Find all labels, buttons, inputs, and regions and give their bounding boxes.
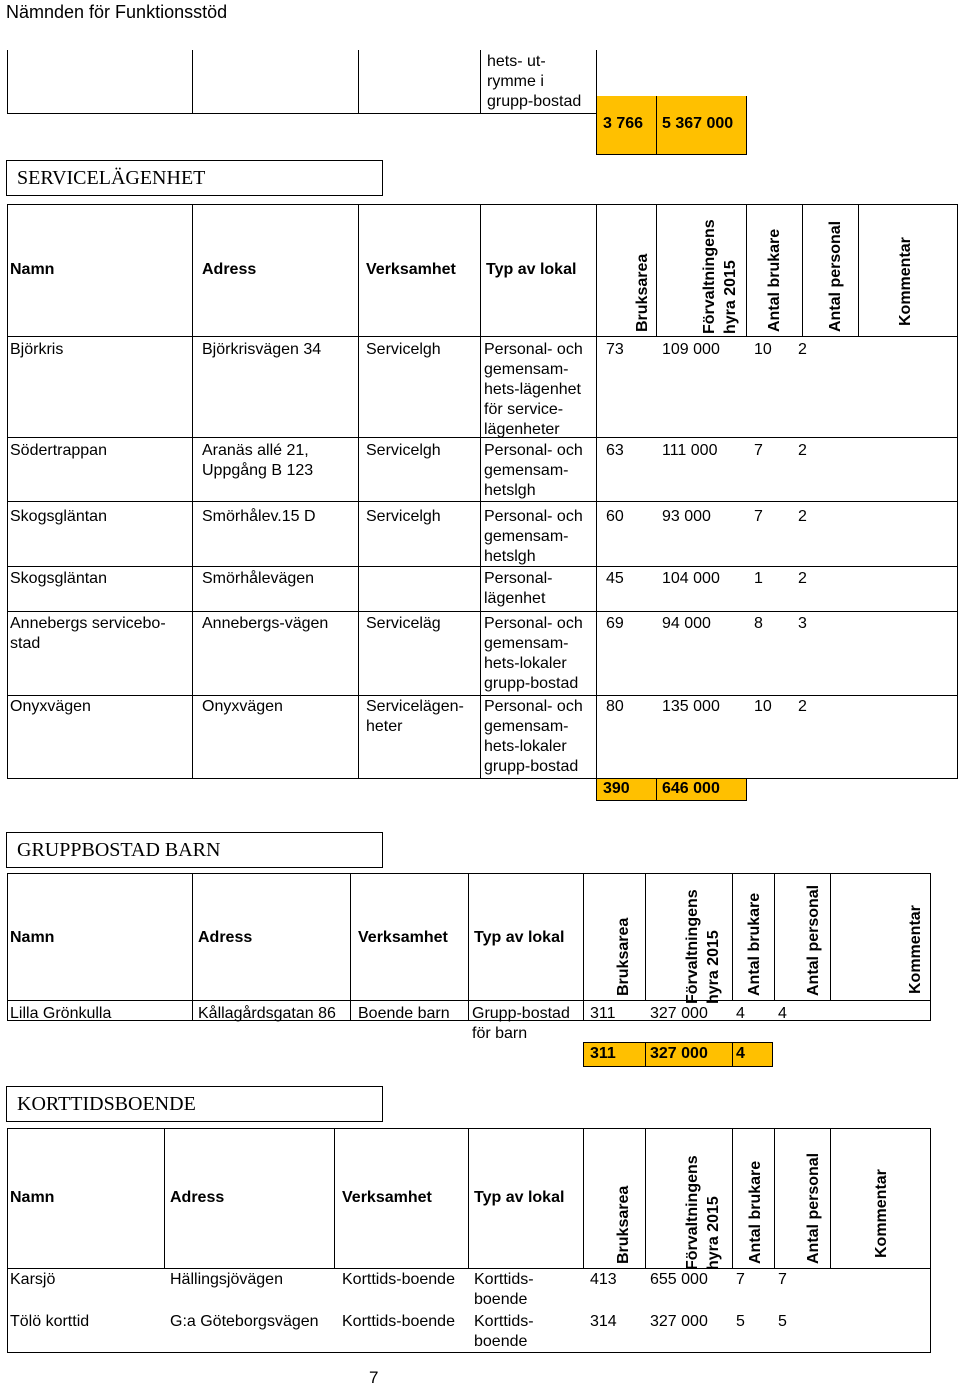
cell-adress: Björkrisvägen 34: [202, 341, 322, 358]
cell-verksamhet: Korttids-boende: [342, 1271, 455, 1288]
cell-namn: Karsjö: [10, 1271, 56, 1288]
cell-typ: för service-: [484, 401, 564, 418]
cell-brukare: 8: [754, 615, 763, 632]
header-hyra-2015: hyra 2015: [722, 260, 739, 334]
cell-verksamhet: Korttids-boende: [342, 1313, 455, 1330]
cell-typ: grupp-bostad: [484, 675, 579, 692]
total-bruksarea: 390: [603, 780, 630, 797]
page-number: 7: [369, 1368, 379, 1387]
cell-brukare: 5: [736, 1313, 745, 1330]
cell-namn: Södertrappan: [10, 442, 107, 459]
cell-brukare: 10: [754, 698, 772, 715]
header-bruksarea: Bruksarea: [615, 1185, 632, 1264]
cell-typ: hets-lägenhet: [484, 381, 581, 398]
type-line: grupp-bostad: [487, 93, 582, 110]
header-kommentar: Kommentar: [873, 1169, 890, 1258]
cell-typ: Personal-: [484, 570, 553, 587]
header-kommentar: Kommentar: [907, 905, 924, 994]
cell-hyra: 93 000: [662, 508, 711, 525]
cell-bruksarea: 80: [606, 698, 624, 715]
cell-bruksarea: 311: [590, 1005, 616, 1022]
header-antal-personal: Antal personal: [805, 884, 822, 996]
header-verksamhet: Verksamhet: [358, 929, 448, 946]
header-adress: Adress: [202, 261, 257, 278]
type-line: rymme i: [487, 73, 544, 90]
cell-personal: 2: [798, 570, 807, 587]
cell-namn: Annebergs servicebo-: [10, 615, 166, 632]
cell-brukare: 10: [754, 341, 772, 358]
cell-typ: lägenheter: [484, 421, 560, 438]
header-antal-brukare: Antal brukare: [747, 1160, 764, 1264]
cell-typ: Personal- och: [484, 615, 583, 632]
header-antal-brukare: Antal brukare: [766, 228, 783, 332]
cell-typ: boende: [474, 1291, 528, 1308]
header-kommentar: Kommentar: [897, 237, 914, 326]
cell-brukare: 4: [736, 1005, 745, 1022]
cell-personal: 2: [798, 508, 807, 525]
cell-verksamhet: Servicelgh: [366, 341, 441, 358]
cell-personal: 3: [798, 615, 807, 632]
cell-namn: Lilla Grönkulla: [10, 1005, 112, 1022]
cell-hyra: 111 000: [662, 442, 718, 459]
total-hyra: 327 000: [650, 1045, 708, 1062]
header-forvaltningens: Förvaltningens: [701, 219, 718, 334]
cell-brukare: 7: [736, 1271, 745, 1288]
cell-verksamhet: Serviceläg: [366, 615, 441, 632]
header-namn: Namn: [10, 261, 55, 278]
header-bruksarea: Bruksarea: [615, 917, 632, 996]
cell-hyra: 109 000: [662, 341, 720, 358]
cell-namn: Skogsgläntan: [10, 570, 107, 587]
cell-bruksarea: 45: [606, 570, 624, 587]
header-antal-personal: Antal personal: [805, 1152, 822, 1264]
cell-personal: 5: [778, 1313, 787, 1330]
total-bruksarea: 311: [590, 1045, 616, 1062]
cell-typ: Grupp-bostad: [472, 1005, 570, 1022]
cell-hyra: 104 000: [662, 570, 720, 587]
cell-personal: 7: [778, 1271, 787, 1288]
header-forvaltningens: Förvaltningens: [684, 889, 701, 1004]
cell-typ: gemensam-: [484, 361, 569, 378]
page-header: Nämnden för Funktionsstöd: [6, 2, 228, 22]
cell-typ: hets-lokaler: [484, 738, 567, 755]
header-hyra-2015: hyra 2015: [705, 930, 722, 1004]
cell-personal: 4: [778, 1005, 787, 1022]
cell-bruksarea: 60: [606, 508, 624, 525]
header-adress: Adress: [198, 929, 253, 946]
top-total-area: 3 766: [603, 115, 644, 132]
cell-verksamhet: heter: [366, 718, 403, 735]
header-forvaltningens: Förvaltningens: [684, 1155, 701, 1270]
header-verksamhet: Verksamhet: [366, 261, 456, 278]
cell-typ: grupp-bostad: [484, 758, 579, 775]
top-total-rent: 5 367 000: [662, 115, 734, 132]
header-namn: Namn: [10, 1189, 55, 1206]
header-hyra-2015: hyra 2015: [705, 1196, 722, 1270]
cell-typ: gemensam-: [484, 635, 569, 652]
cell-typ: för barn: [472, 1025, 528, 1042]
header-antal-brukare: Antal brukare: [746, 892, 763, 996]
cell-hyra: 327 000: [650, 1005, 708, 1022]
section-title-korttid: KORTTIDSBOENDE: [6, 1086, 383, 1122]
cell-typ: gemensam-: [484, 462, 569, 479]
cell-personal: 2: [798, 442, 807, 459]
cell-namn: Skogsgläntan: [10, 508, 107, 525]
cell-brukare: 7: [754, 508, 763, 525]
cell-namn: Björkris: [10, 341, 64, 358]
cell-hyra: 94 000: [662, 615, 711, 632]
cell-typ: Personal- och: [484, 442, 583, 459]
cell-brukare: 1: [754, 570, 763, 587]
cell-typ: lägenhet: [484, 590, 546, 607]
type-line: hets- ut-: [487, 53, 546, 70]
cell-typ: Korttids-: [474, 1271, 534, 1288]
cell-bruksarea: 413: [590, 1271, 617, 1288]
total-brukare: 4: [736, 1045, 745, 1062]
header-verksamhet: Verksamhet: [342, 1189, 432, 1206]
cell-typ: Personal- och: [484, 341, 583, 358]
cell-adress: Annebergs-vägen: [202, 615, 329, 632]
cell-typ: Personal- och: [484, 698, 583, 715]
header-adress: Adress: [170, 1189, 225, 1206]
cell-typ: boende: [474, 1333, 528, 1350]
cell-adress: Smörhålevägen: [202, 570, 315, 587]
cell-adress: Aranäs allé 21,: [202, 442, 309, 459]
cell-verksamhet: Servicelgh: [366, 508, 441, 525]
header-typ-av-lokal: Typ av lokal: [474, 929, 565, 946]
cell-typ: hetslgh: [484, 482, 536, 499]
cell-bruksarea: 314: [590, 1313, 617, 1330]
cell-adress: Kållagårdsgatan 86: [198, 1005, 336, 1022]
cell-namn: Onyxvägen: [10, 698, 91, 715]
cell-adress: G:a Göteborgsvägen: [170, 1313, 319, 1330]
cell-verksamhet: Boende barn: [358, 1005, 450, 1022]
total-hyra: 646 000: [662, 780, 720, 797]
cell-hyra: 135 000: [662, 698, 720, 715]
cell-namn: Tölö korttid: [10, 1313, 90, 1330]
section-title-gruppbostad: GRUPPBOSTAD BARN: [6, 832, 383, 868]
cell-bruksarea: 69: [606, 615, 624, 632]
cell-typ: gemensam-: [484, 528, 569, 545]
cell-adress: Hällingsjövägen: [170, 1271, 283, 1288]
cell-typ: hets-lokaler: [484, 655, 567, 672]
cell-typ: gemensam-: [484, 718, 569, 735]
cell-brukare: 7: [754, 442, 763, 459]
header-antal-personal: Antal personal: [827, 220, 844, 332]
header-namn: Namn: [10, 929, 55, 946]
cell-verksamhet: Servicelägen-: [366, 698, 464, 715]
cell-verksamhet: Servicelgh: [366, 442, 441, 459]
cell-typ: Personal- och: [484, 508, 583, 525]
cell-adress: Uppgång B 123: [202, 462, 314, 479]
cell-adress: Smörhålev.15 D: [202, 508, 316, 525]
section-title-servicelagenhet: SERVICELÄGENHET: [6, 160, 383, 196]
cell-adress: Onyxvägen: [202, 698, 283, 715]
cell-typ: hetslgh: [484, 548, 536, 565]
header-bruksarea: Bruksarea: [634, 253, 651, 332]
cell-hyra: 327 000: [650, 1313, 708, 1330]
header-typ-av-lokal: Typ av lokal: [486, 261, 577, 278]
cell-bruksarea: 73: [606, 341, 624, 358]
header-typ-av-lokal: Typ av lokal: [474, 1189, 565, 1206]
cell-namn: stad: [10, 635, 41, 652]
cell-bruksarea: 63: [606, 442, 624, 459]
cell-hyra: 655 000: [650, 1271, 708, 1288]
cell-typ: Korttids-: [474, 1313, 534, 1330]
cell-personal: 2: [798, 698, 807, 715]
cell-personal: 2: [798, 341, 807, 358]
